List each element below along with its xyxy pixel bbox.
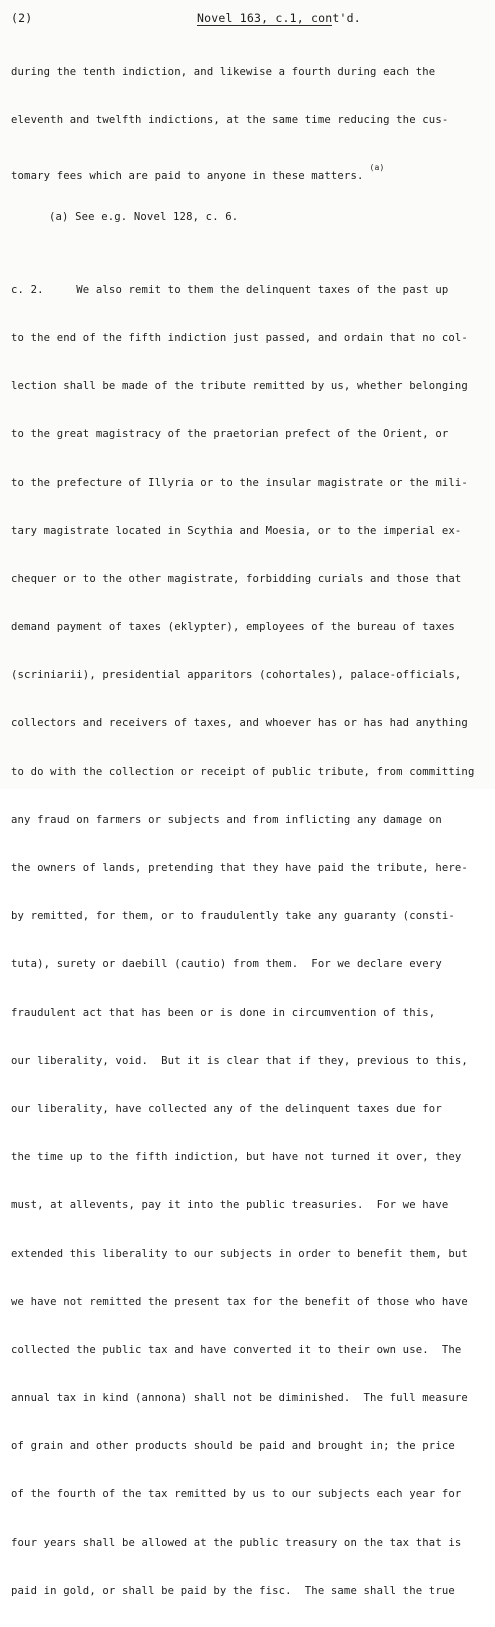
running-head: Novel 163, c.1, cont'd.	[197, 11, 361, 25]
text-line: c. 2. We also remit to them the delinquent taxes of the past up	[11, 283, 449, 296]
text-line: our liberality, void. But it is clear that if they, previous to this,	[11, 1054, 468, 1067]
text-line: to do with the collection or receipt of public tribute, from committing	[11, 765, 475, 778]
page-number: (2)	[11, 11, 33, 25]
text-line: collected the public tax and have converted it to their own use. The	[11, 1343, 462, 1356]
text-line: we have not remitted the present tax for the benefit of those who have	[11, 1295, 468, 1308]
text-line: by remitted, for them, or to fraudulently take any guaranty (consti-	[11, 910, 455, 923]
text-line: the owners of lands, pretending that they have paid the tribute, here-	[11, 862, 468, 874]
text-line: lection shall be made of the tribute remitted by us, whether belonging	[11, 380, 468, 393]
text-line: chequer or to the other magistrate, forbidding curials and those that	[11, 572, 462, 585]
text-line: to the end of the fifth indiction just passed, and ordain that no col-	[11, 331, 468, 344]
footnote-marker: (a)	[369, 163, 385, 173]
text-line	[11, 156, 489, 183]
text-line-content: tomary fees which are paid to anyone in these matters.	[11, 170, 364, 183]
body-text	[11, 36, 489, 1627]
text-line: during the tenth indiction, and likewise a fourth during each the	[11, 66, 436, 78]
text-line: paid in gold, or shall be paid by the fisc. The same shall the true	[11, 1584, 455, 1597]
text-line: our liberality, have collected any of the delinquent taxes due for	[11, 1102, 442, 1115]
text-line: eleventh and twelfth indictions, at the same time reducing the cus-	[11, 114, 449, 127]
text-line: fraudulent act that has been or is done in circumvention of this,	[11, 1006, 436, 1019]
page-header	[11, 5, 487, 25]
text-line: to the great magistracy of the praetorian prefect of the Orient, or	[11, 428, 449, 441]
text-line: annual tax in kind (annona) shall not be diminished. The full measure	[11, 1392, 468, 1405]
text-line: of grain and other products should be paid and brought in; the price	[11, 1440, 455, 1453]
text-line: demand payment of taxes (eklypter), employees of the bureau of taxes	[11, 621, 455, 634]
footnote: (a) See e.g. Novel 128, c. 6.	[49, 210, 239, 223]
text-line: tuta), surety or daebill (cautio) from them. For we declare every	[11, 958, 442, 971]
text-line: any fraud on farmers or subjects and from inflicting any damage on	[11, 813, 442, 826]
text-line: collectors and receivers of taxes, and whoever has or has had anything	[11, 717, 468, 730]
running-head-underline	[197, 25, 332, 26]
text-line: extended this liberality to our subjects in order to benefit them, but	[11, 1247, 468, 1260]
text-line: four years shall be allowed at the public treasury on the tax that is	[11, 1536, 462, 1549]
text-line: tary magistrate located in Scythia and Moesia, or to the imperial ex-	[11, 524, 462, 537]
text-line: to the prefecture of Illyria or to the insular magistrate or the mili-	[11, 476, 468, 489]
text-line: the time up to the fifth indiction, but have not turned it over, they	[11, 1151, 462, 1164]
text-line: of the fourth of the tax remitted by us to our subjects each year for	[11, 1488, 462, 1501]
text-line: must, at allevents, pay it into the public treasuries. For we have	[11, 1199, 449, 1212]
text-line: (scriniarii), presidential apparitors (cohortales), palace-officials,	[11, 669, 462, 682]
